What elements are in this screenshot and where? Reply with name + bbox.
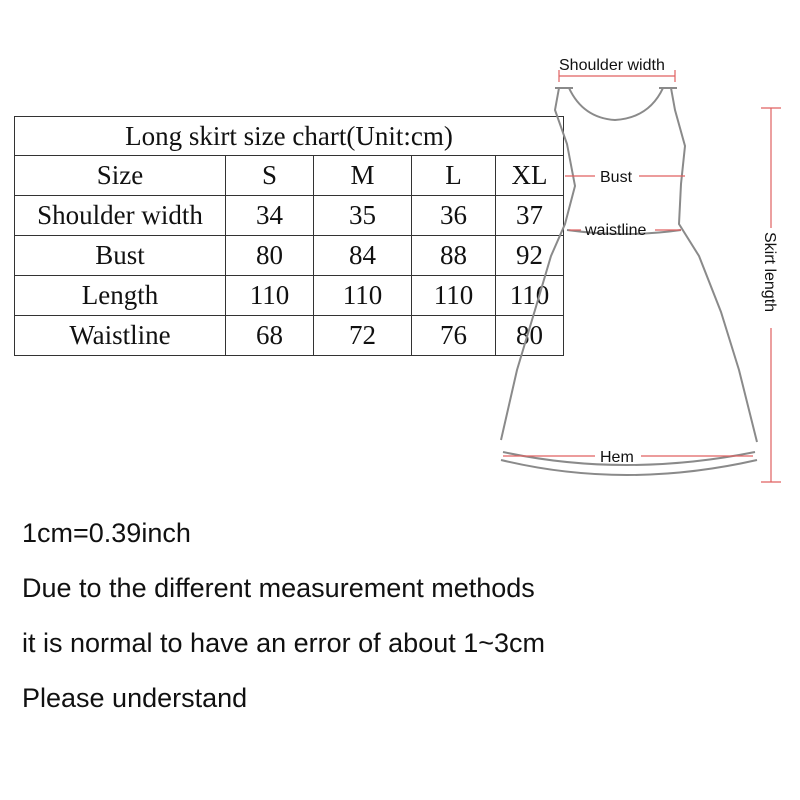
dress-measurement-diagram bbox=[495, 50, 795, 500]
table-cell: 72 bbox=[314, 316, 412, 356]
size-chart-title: Long skirt size chart(Unit:cm) bbox=[15, 117, 564, 156]
table-row-length bbox=[15, 276, 564, 316]
size-header-xl: XL bbox=[496, 156, 564, 196]
table-cell: 76 bbox=[412, 316, 496, 356]
size-header-s: S bbox=[226, 156, 314, 196]
table-cell: 37 bbox=[496, 196, 564, 236]
table-cell: 110 bbox=[496, 276, 564, 316]
dress-neckline bbox=[569, 88, 663, 120]
table-cell: 84 bbox=[314, 236, 412, 276]
table-cell: 80 bbox=[226, 236, 314, 276]
table-cell: 110 bbox=[412, 276, 496, 316]
shoulder-width-label: Shoulder width bbox=[559, 57, 665, 74]
table-row-bust bbox=[15, 236, 564, 276]
dress-left-side bbox=[501, 88, 575, 440]
table-row-waistline bbox=[15, 316, 564, 356]
skirt-length-label: Skirt length bbox=[761, 232, 778, 313]
table-cell: 34 bbox=[226, 196, 314, 236]
error-range-note: it is normal to have an error of about 1~3cm bbox=[22, 628, 546, 658]
row-label: Bust bbox=[15, 236, 226, 276]
size-header-row bbox=[15, 156, 564, 196]
waistline-label: waistline bbox=[585, 222, 647, 239]
row-label: Waistline bbox=[15, 316, 226, 356]
unit-conversion-note: 1cm=0.39inch bbox=[22, 518, 191, 548]
bust-label: Bust bbox=[600, 169, 633, 186]
table-cell: 80 bbox=[496, 316, 564, 356]
hem-label: Hem bbox=[600, 449, 634, 466]
size-chart-table bbox=[14, 116, 564, 356]
size-header-l: L bbox=[412, 156, 496, 196]
table-cell: 110 bbox=[314, 276, 412, 316]
row-label: Length bbox=[15, 276, 226, 316]
table-cell: 68 bbox=[226, 316, 314, 356]
table-cell: 35 bbox=[314, 196, 412, 236]
size-header-m: M bbox=[314, 156, 412, 196]
row-label: Shoulder width bbox=[15, 196, 226, 236]
table-cell: 110 bbox=[226, 276, 314, 316]
please-understand-note: Please understand bbox=[22, 683, 248, 713]
table-cell: 88 bbox=[412, 236, 496, 276]
size-chart-title-row bbox=[15, 117, 564, 156]
table-cell: 92 bbox=[496, 236, 564, 276]
measurement-method-note: Due to the different measurement methods bbox=[22, 573, 535, 603]
size-header-label: Size bbox=[15, 156, 226, 196]
table-row-shoulder-width bbox=[15, 196, 564, 236]
table-cell: 36 bbox=[412, 196, 496, 236]
dress-right-side bbox=[671, 88, 757, 442]
dress-outline bbox=[501, 88, 757, 475]
